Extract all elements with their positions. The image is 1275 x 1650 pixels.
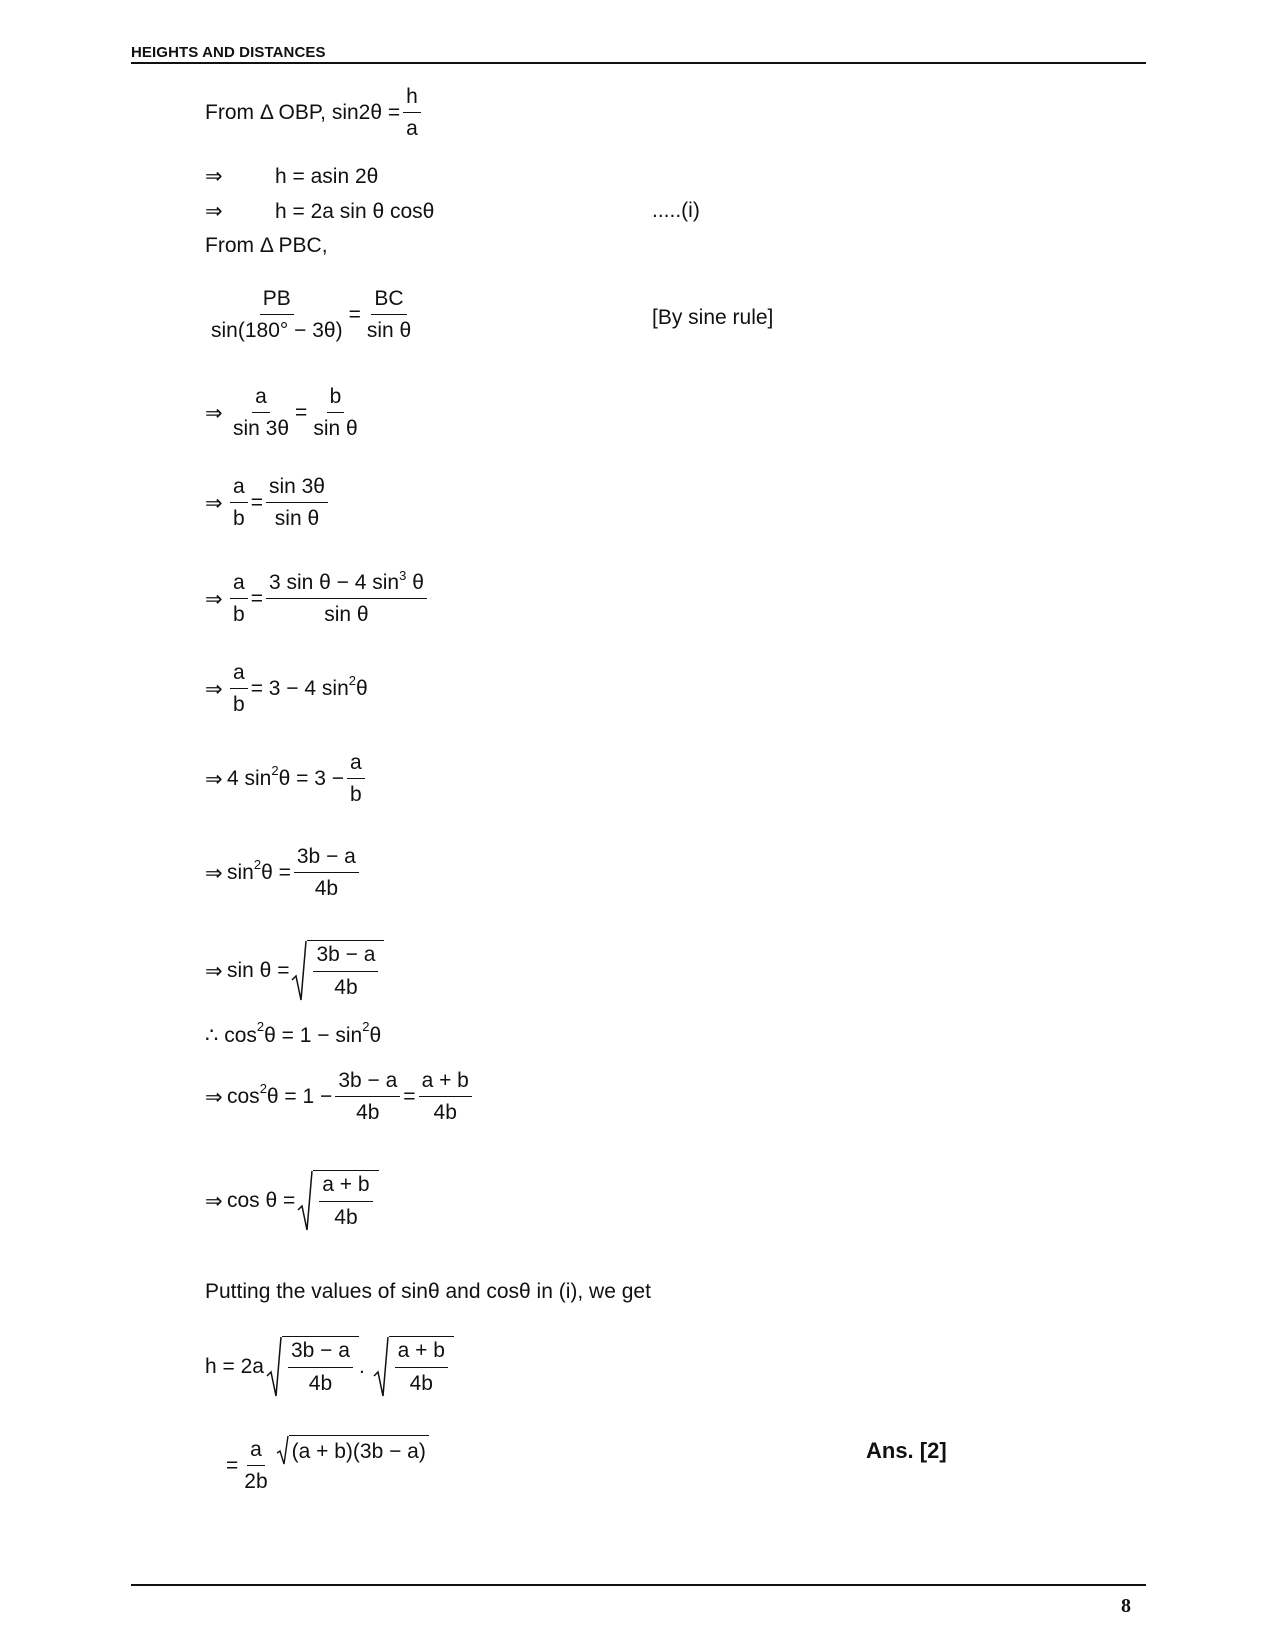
implies-arrow: ⇒ — [205, 1189, 223, 1213]
fraction — [266, 474, 328, 533]
equation-text: θ = — [261, 861, 291, 885]
radical-sign-icon — [266, 1336, 282, 1398]
square-root — [373, 1336, 454, 1398]
fraction — [335, 1068, 400, 1127]
equation-text: h = asin 2θ — [275, 164, 379, 188]
numerator: a — [230, 474, 248, 503]
implies-arrow: ⇒ — [205, 1085, 223, 1109]
equation-text: sin θ = — [227, 959, 290, 982]
page-header-title: HEIGHTS AND DISTANCES — [131, 44, 326, 61]
equals-sign: = — [348, 303, 361, 327]
equation-line-12 — [205, 940, 384, 1002]
fraction — [403, 84, 421, 143]
equals-sign: = — [250, 587, 263, 611]
equation-line-3 — [205, 199, 434, 224]
denominator: sin θ — [313, 417, 358, 441]
equation-text: θ — [369, 1023, 382, 1047]
fraction — [288, 1338, 353, 1397]
implies-arrow: ⇒ — [205, 959, 223, 983]
numerator: 3b − a — [294, 844, 359, 873]
equation-line-7 — [205, 474, 331, 533]
numerator: sin 3θ — [266, 474, 328, 503]
fraction — [364, 286, 414, 345]
multiplication-dot: . — [358, 1355, 365, 1378]
radical-sign-icon — [276, 1435, 289, 1465]
denominator: sin θ — [366, 319, 412, 343]
denominator: 4b — [356, 1101, 380, 1125]
equation-line-1 — [205, 84, 424, 143]
fraction — [347, 750, 365, 809]
denominator: sin 3θ — [233, 417, 290, 441]
equation-tag: .....(i) — [652, 199, 700, 222]
numerator: a — [247, 1437, 265, 1466]
equation-text: θ = 1 − sin — [264, 1023, 363, 1047]
header-rule — [131, 62, 1146, 64]
exponent: 2 — [256, 1019, 265, 1034]
page-number: 8 — [1121, 1595, 1131, 1617]
numerator: a — [347, 750, 365, 779]
fraction — [310, 384, 360, 443]
footer-rule — [131, 1584, 1146, 1586]
equation-line-4 — [205, 234, 328, 258]
equals-sign: = — [403, 1085, 416, 1109]
implies-arrow: ⇒ — [205, 491, 223, 515]
equation-line-15 — [205, 1170, 379, 1232]
implies-arrow: ⇒ — [205, 165, 223, 188]
denominator: sin θ — [274, 507, 320, 531]
equation-text: θ — [356, 677, 368, 701]
fraction — [319, 1172, 372, 1231]
equation-text: Putting the values of sinθ and cosθ in (i), we get — [205, 1280, 651, 1303]
implies-arrow: ⇒ — [205, 200, 223, 223]
numerator: PB — [260, 286, 294, 315]
equation-text: 4 sin — [227, 767, 272, 791]
square-root — [291, 940, 384, 1002]
numerator-text: 3 sin θ − 4 sin — [268, 571, 400, 594]
equation-text: cos — [224, 1023, 257, 1047]
equation-line-16 — [205, 1280, 651, 1304]
answer-label: Ans. [2] — [866, 1438, 947, 1463]
equation-text: h = 2a sin θ cosθ — [275, 199, 435, 223]
fraction — [230, 384, 292, 443]
fraction — [241, 1437, 270, 1496]
denominator: 2b — [244, 1470, 268, 1494]
numerator: 3b − a — [288, 1338, 353, 1367]
numerator: a — [230, 660, 248, 689]
denominator: 4b — [334, 1205, 358, 1229]
fraction — [294, 844, 359, 903]
therefore-symbol: ∴ — [205, 1024, 219, 1047]
numerator: BC — [371, 286, 406, 315]
numerator: a + b — [395, 1338, 448, 1367]
equation-note: [By sine rule] — [652, 306, 774, 329]
fraction — [395, 1338, 448, 1397]
equation-text: From Δ OBP, sin2θ = — [205, 101, 401, 125]
fraction — [230, 570, 248, 629]
numerator: a — [230, 570, 248, 599]
exponent: 2 — [271, 762, 279, 778]
numerator: 3b − a — [335, 1068, 400, 1097]
numerator: b — [327, 384, 345, 413]
radical-sign-icon — [291, 940, 307, 1002]
equation-text: From Δ PBC, — [205, 234, 328, 257]
equation-text: h = 2a — [205, 1355, 264, 1378]
fraction — [313, 942, 378, 1001]
numerator-text: θ — [406, 571, 424, 594]
equals-sign: = — [250, 491, 263, 515]
denominator: 4b — [308, 1371, 333, 1395]
equation-line-13 — [205, 1019, 382, 1048]
fraction — [266, 570, 427, 629]
equation-text: cos — [227, 1085, 260, 1109]
radical-sign-icon — [373, 1336, 389, 1398]
denominator: 4b — [433, 1101, 457, 1125]
exponent: 2 — [348, 672, 356, 688]
numerator: 3b − a — [313, 942, 378, 971]
equation-text: θ = 3 − — [278, 767, 344, 791]
equation-line-2 — [205, 164, 378, 189]
square-root — [297, 1170, 378, 1232]
implies-arrow: ⇒ — [205, 767, 223, 791]
equation-text: sin — [227, 861, 254, 885]
implies-arrow: ⇒ — [205, 587, 223, 611]
equation-line-10 — [205, 750, 368, 809]
equals-sign: = — [226, 1454, 239, 1478]
fraction — [419, 1068, 472, 1127]
implies-arrow: ⇒ — [205, 677, 223, 701]
exponent: 2 — [259, 1080, 267, 1096]
denominator: a — [406, 117, 418, 141]
equation-line-5 — [205, 286, 417, 345]
denominator: 4b — [314, 877, 339, 901]
denominator: b — [233, 693, 245, 717]
exponent: 3 — [399, 568, 407, 583]
equation-line-11 — [205, 844, 362, 903]
implies-arrow: ⇒ — [205, 861, 223, 885]
denominator: b — [233, 507, 245, 531]
denominator: 4b — [334, 975, 358, 999]
numerator: a + b — [419, 1068, 472, 1097]
fraction — [230, 660, 248, 719]
equation-text: = 3 − 4 sin — [250, 677, 349, 701]
numerator: a — [252, 384, 270, 413]
denominator: sin θ — [324, 603, 369, 627]
denominator: sin(180° − 3θ) — [211, 319, 343, 343]
equation-text: θ = 1 − — [266, 1085, 333, 1109]
equals-sign: = — [295, 401, 308, 425]
radicand: (a + b)(3b − a) — [289, 1435, 429, 1465]
equation-line-9 — [205, 660, 368, 719]
exponent: 2 — [362, 1019, 370, 1034]
numerator — [266, 570, 427, 599]
equation-line-6 — [205, 384, 364, 443]
equation-line-8 — [205, 570, 430, 629]
implies-arrow: ⇒ — [205, 401, 223, 425]
numerator: h — [403, 84, 421, 113]
numerator: a + b — [319, 1172, 372, 1201]
denominator: b — [349, 783, 362, 807]
radical-sign-icon — [297, 1170, 313, 1232]
equation-line-17 — [205, 1336, 454, 1398]
denominator: b — [233, 603, 245, 627]
square-root — [266, 1336, 359, 1398]
fraction — [208, 286, 346, 345]
equation-line-14 — [205, 1068, 475, 1127]
square-root — [276, 1435, 429, 1465]
equation-text: cos θ = — [227, 1189, 296, 1212]
fraction — [230, 474, 248, 533]
exponent: 2 — [253, 856, 262, 872]
equation-line-18 — [226, 1437, 429, 1496]
denominator: 4b — [409, 1371, 433, 1395]
